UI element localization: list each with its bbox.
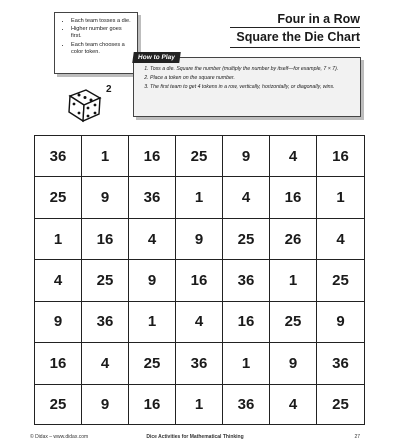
grid-cell[interactable]: 1 [176,385,223,424]
grid-cell[interactable]: 9 [270,343,317,384]
grid-cell[interactable]: 4 [317,219,364,260]
how-to-play-heading: How to Play [132,52,180,63]
number-grid [35,136,364,424]
grid-cell[interactable]: 1 [317,177,364,218]
grid-cell[interactable]: 36 [129,177,176,218]
grid-cell[interactable]: 36 [317,343,364,384]
footer-book-title: Dice Activities for Mathematical Thinking [146,434,244,440]
grid-cell[interactable]: 1 [35,219,82,260]
grid-cell[interactable]: 16 [129,136,176,177]
grid-row [35,343,364,384]
grid-cell[interactable]: 4 [270,385,317,424]
grid-cell[interactable]: 4 [223,177,270,218]
grid-cell[interactable]: 25 [82,260,129,301]
grid-cell[interactable]: 25 [332,395,349,413]
grid-cell[interactable]: 9 [35,302,82,343]
grid-cell[interactable]: 16 [35,343,82,384]
grid-cell[interactable]: 4 [129,219,176,260]
page-subtitle: Square the Die Chart [236,30,360,44]
grid-cell[interactable]: 25 [317,260,364,301]
setup-item: • Higher number goes first. [71,26,133,40]
grid-row [35,136,364,177]
grid-cell[interactable]: 16 [223,302,270,343]
grid-row [35,177,364,218]
setup-box [54,12,138,74]
grid-row [35,260,364,301]
setup-item: • Each team tosses a die. [71,18,133,25]
square-die-chart [34,135,365,425]
grid-cell[interactable]: 36 [223,385,270,424]
grid-cell[interactable]: 4 [270,136,317,177]
die-count-label: 2 [106,84,112,95]
subtitle-divider [230,47,360,48]
page-title: Four in a Row [277,12,360,26]
footer-page-number: 27 [354,434,360,440]
grid-cell[interactable]: 36 [82,302,129,343]
grid-cell[interactable]: 26 [270,219,317,260]
grid-cell[interactable]: 9 [82,385,129,424]
grid-cell[interactable]: 4 [176,302,223,343]
grid-cell[interactable]: 36 [176,343,223,384]
grid-cell[interactable]: 4 [82,343,129,384]
grid-cell[interactable]: 9 [82,177,129,218]
grid-cell[interactable]: 25 [223,219,270,260]
grid-cell[interactable]: 25 [35,385,82,424]
grid-cell[interactable]: 1 [223,343,270,384]
grid-cell[interactable]: 1 [176,177,223,218]
setup-item: • Each team chooses a color token. [71,42,133,56]
grid-cell[interactable]: 36 [223,260,270,301]
grid-cell[interactable]: 1 [82,136,129,177]
how-to-play-box [133,54,361,117]
grid-cell[interactable]: 9 [317,302,364,343]
grid-cell[interactable]: 16 [317,136,364,177]
setup-list [61,18,133,56]
grid-cell[interactable]: 1 [129,302,176,343]
grid-row [35,385,364,424]
die-icon [64,86,104,124]
grid-cell[interactable]: 16 [82,219,129,260]
grid-cell[interactable]: 4 [35,260,82,301]
grid-cell[interactable]: 36 [35,136,82,177]
grid-row [35,219,364,260]
grid-cell[interactable]: 9 [176,219,223,260]
grid-cell[interactable]: 25 [176,136,223,177]
grid-cell[interactable]: 1 [270,260,317,301]
how-to-play-step: 3. The first team to get 4 tokens in a row, vertically, horizontally, or diagonally, wins. [150,84,354,91]
grid-cell[interactable]: 9 [223,136,270,177]
title-divider [230,27,360,28]
grid-cell[interactable]: 16 [129,385,176,424]
footer-copyright: © Didax – www.didax.com [30,434,89,440]
how-to-play-step: 1. Toss a die. Square the number (multiply the number by itself—for example, 7 × 7). [150,66,354,73]
grid-cell[interactable]: 25 [35,177,82,218]
grid-cell[interactable]: 25 [129,343,176,384]
how-to-play-step: 2. Place a token on the square number. [150,75,354,82]
grid-cell[interactable]: 16 [270,177,317,218]
grid-row [35,302,364,343]
grid-cell[interactable]: 16 [176,260,223,301]
grid-cell[interactable]: 9 [129,260,176,301]
grid-cell[interactable]: 25 [270,302,317,343]
